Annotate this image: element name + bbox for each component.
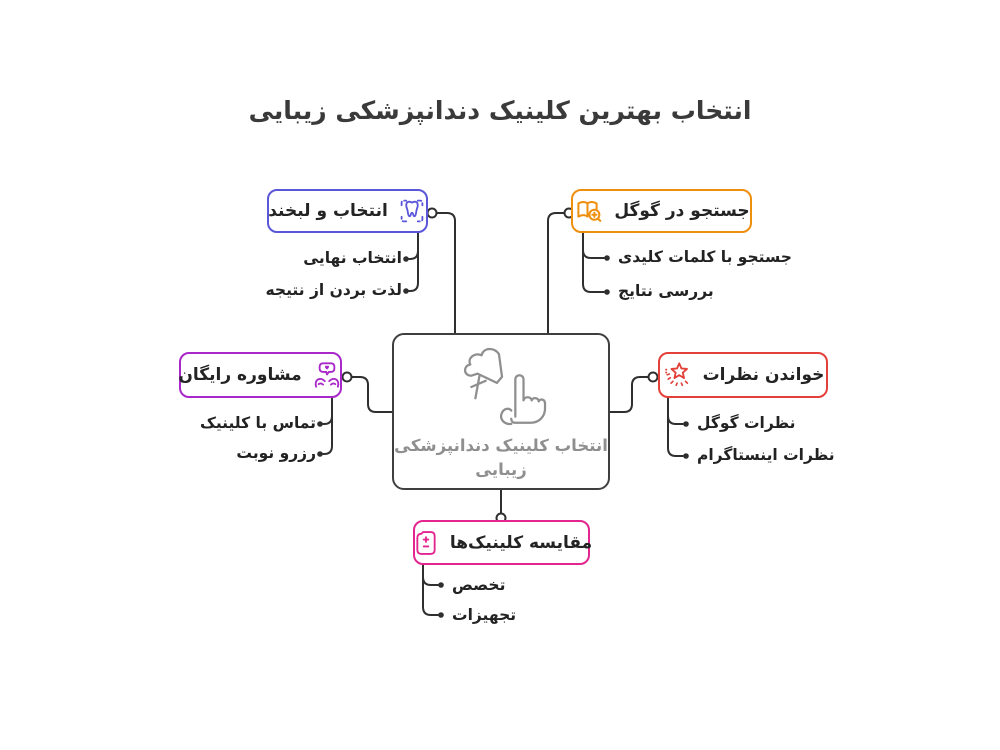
connector-top-left — [437, 213, 455, 333]
subitem-equipment: تجهیزات — [452, 606, 517, 624]
branch-label: جستجو در گوگل — [614, 201, 750, 221]
branch-label: خواندن نظرات — [702, 365, 825, 385]
flag-hand-choice-icon — [438, 345, 564, 431]
branch-selection-smile[interactable] — [267, 189, 428, 233]
subitem-final-selection: انتخاب نهایی — [303, 249, 402, 267]
center-topic-label-line1: انتخاب کلینیک دندانپزشکی — [394, 436, 608, 455]
connector-top-right — [548, 213, 564, 333]
connector-middle-right — [610, 377, 648, 412]
compare-list-icon — [411, 528, 441, 558]
branch-label: انتخاب و لبخند — [268, 201, 388, 221]
branch-compare-clinics[interactable] — [413, 520, 593, 565]
subitem-instagram-reviews: نظرات اینستاگرام — [697, 446, 835, 464]
hands-heart-icon — [311, 359, 343, 391]
center-topic-label-line2: زیبایی — [475, 460, 527, 479]
page-title: انتخاب بهترین کلینیک دندانپزشکی زیبایی — [248, 96, 752, 125]
branch-label: مقایسه کلینیک‌ها — [449, 532, 593, 553]
star-rating-icon — [662, 359, 694, 391]
branch-read-reviews[interactable] — [658, 352, 828, 398]
tooth-scan-icon — [397, 196, 427, 226]
center-topic[interactable] — [392, 333, 610, 490]
branch-free-consultation[interactable] — [179, 352, 342, 398]
branch-label: مشاوره رایگان — [178, 365, 302, 385]
subitem-google-reviews: نظرات گوگل — [697, 414, 796, 432]
subitem-keyword-search: جستجو با کلمات کلیدی — [618, 248, 792, 266]
subitem-review-results: بررسی نتایج — [618, 282, 714, 300]
book-search-icon — [573, 196, 605, 226]
subitem-book-appointment: رزرو نوبت — [236, 444, 316, 462]
connector-middle-left — [352, 377, 392, 412]
subitem-enjoy-result: لذت بردن از نتیجه — [265, 281, 402, 299]
branch-google-search[interactable] — [571, 189, 752, 233]
subitem-specialty: تخصص — [452, 576, 506, 594]
subitem-contact-clinic: تماس با کلینیک — [199, 414, 316, 432]
